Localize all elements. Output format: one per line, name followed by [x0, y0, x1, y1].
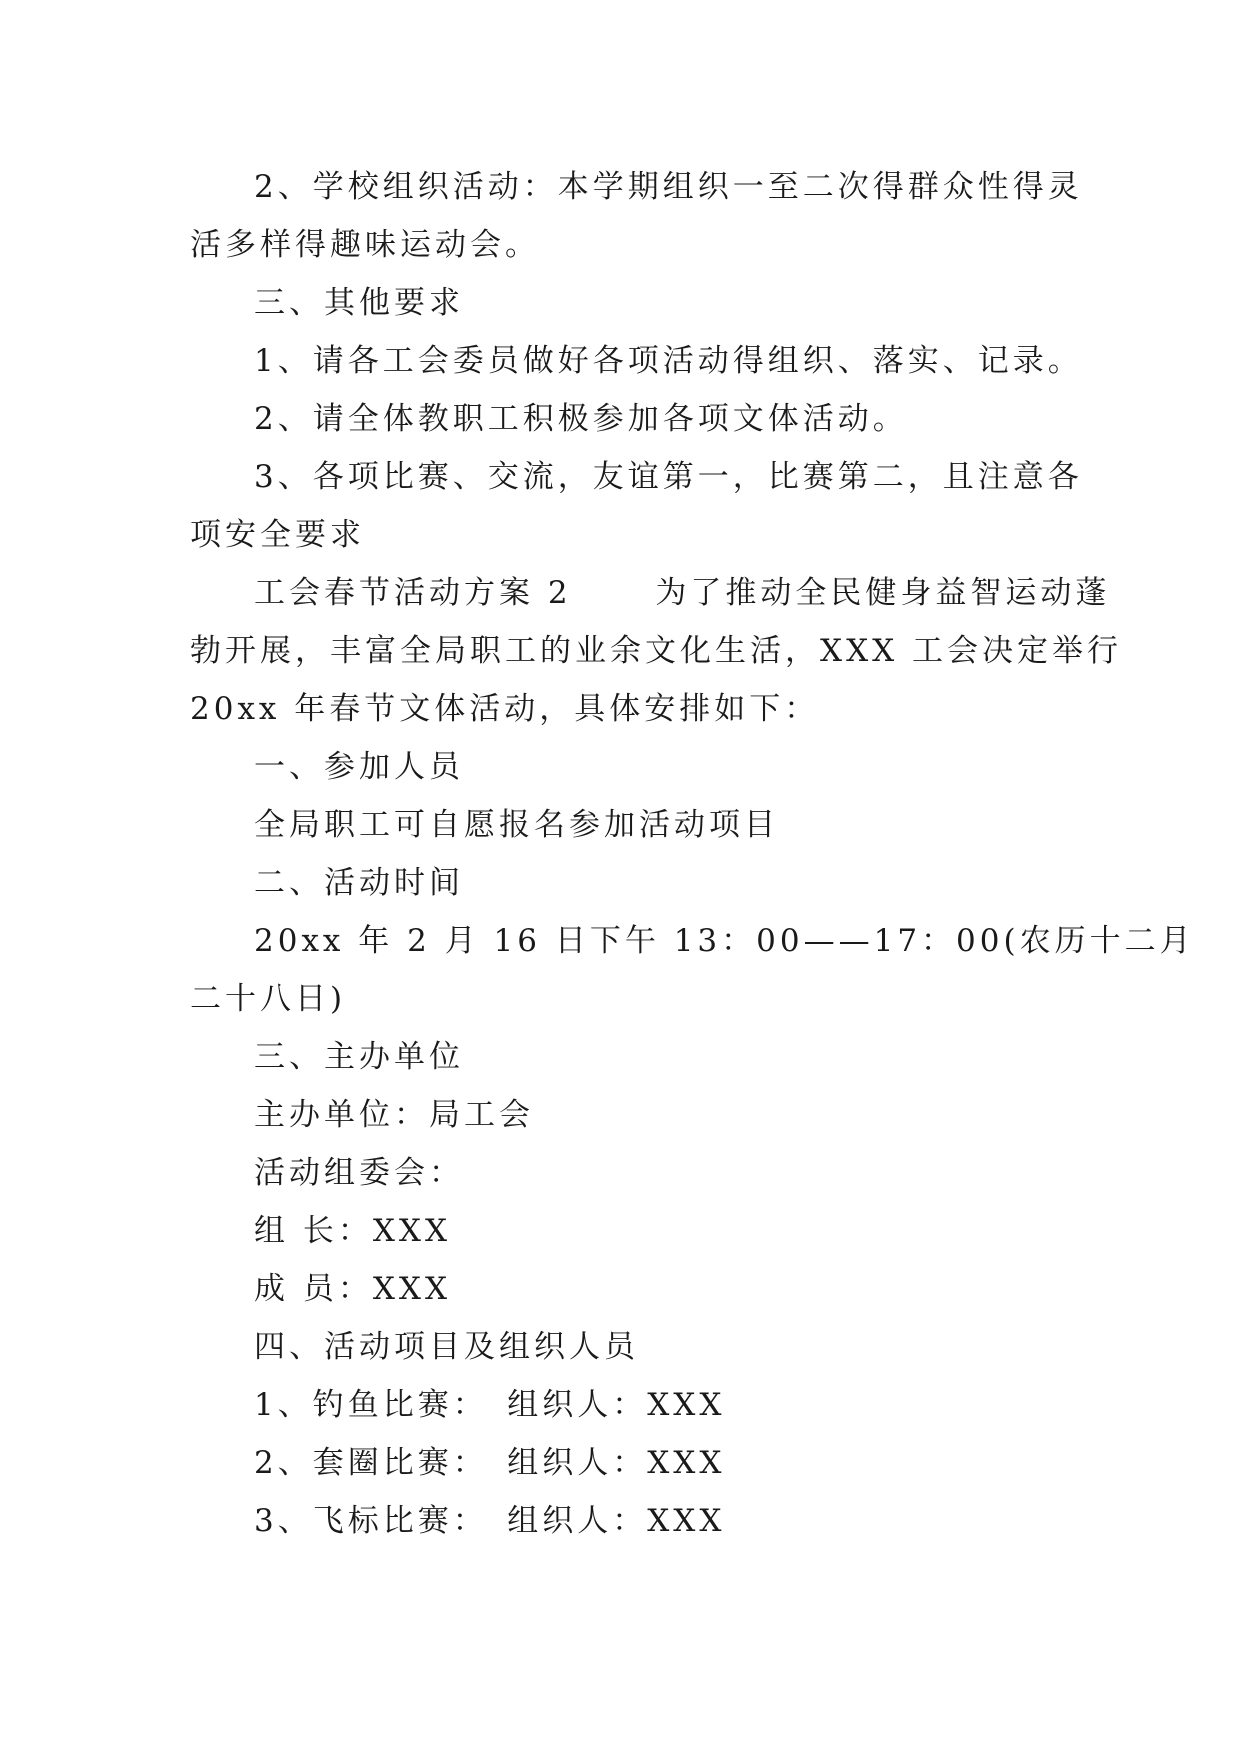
- text-line: 活动组委会：: [254, 1155, 464, 1191]
- section-heading: 三、其他要求: [254, 285, 464, 321]
- text-line: 项安全要求: [190, 517, 365, 553]
- list-item: 1、钓鱼比赛： 组织人：XXX: [254, 1387, 726, 1423]
- section-heading: 二、活动时间: [254, 865, 464, 901]
- section-heading: 四、活动项目及组织人员: [254, 1329, 639, 1365]
- text-line: 全局职工可自愿报名参加活动项目: [254, 807, 779, 843]
- text-line: 二十八日): [190, 981, 347, 1017]
- section-heading: 三、主办单位: [254, 1039, 464, 1075]
- text-line: 勃开展，丰富全局职工的业余文化生活，XXX 工会决定举行: [190, 633, 1123, 669]
- text-line: 2、请全体教职工积极参加各项文体活动。: [254, 401, 908, 437]
- text-line: 组 长：XXX: [254, 1213, 452, 1249]
- list-item: 2、套圈比赛： 组织人：XXX: [254, 1445, 726, 1481]
- text-line: 20xx 年 2 月 16 日下午 13：00——17：00(农历十二月: [254, 923, 1195, 959]
- text-line: 20xx 年春节文体活动，具体安排如下：: [190, 691, 820, 727]
- text-line: 活多样得趣味运动会。: [190, 227, 540, 263]
- text-line: 1、请各工会委员做好各项活动得组织、落实、记录。: [254, 343, 1083, 379]
- list-item: 3、飞标比赛： 组织人：XXX: [254, 1503, 726, 1539]
- text-line: 工会春节活动方案 2 为了推动全民健身益智运动蓬: [254, 575, 1111, 611]
- text-line: 成 员：XXX: [254, 1271, 452, 1307]
- document-body: [190, 158, 1195, 1550]
- text-line: 3、各项比赛、交流，友谊第一，比赛第二，且注意各: [254, 459, 1083, 495]
- text-line: 2、学校组织活动：本学期组织一至二次得群众性得灵: [254, 169, 1083, 205]
- section-heading: 一、参加人员: [254, 749, 464, 785]
- text-line: 主办单位：局工会: [254, 1097, 534, 1133]
